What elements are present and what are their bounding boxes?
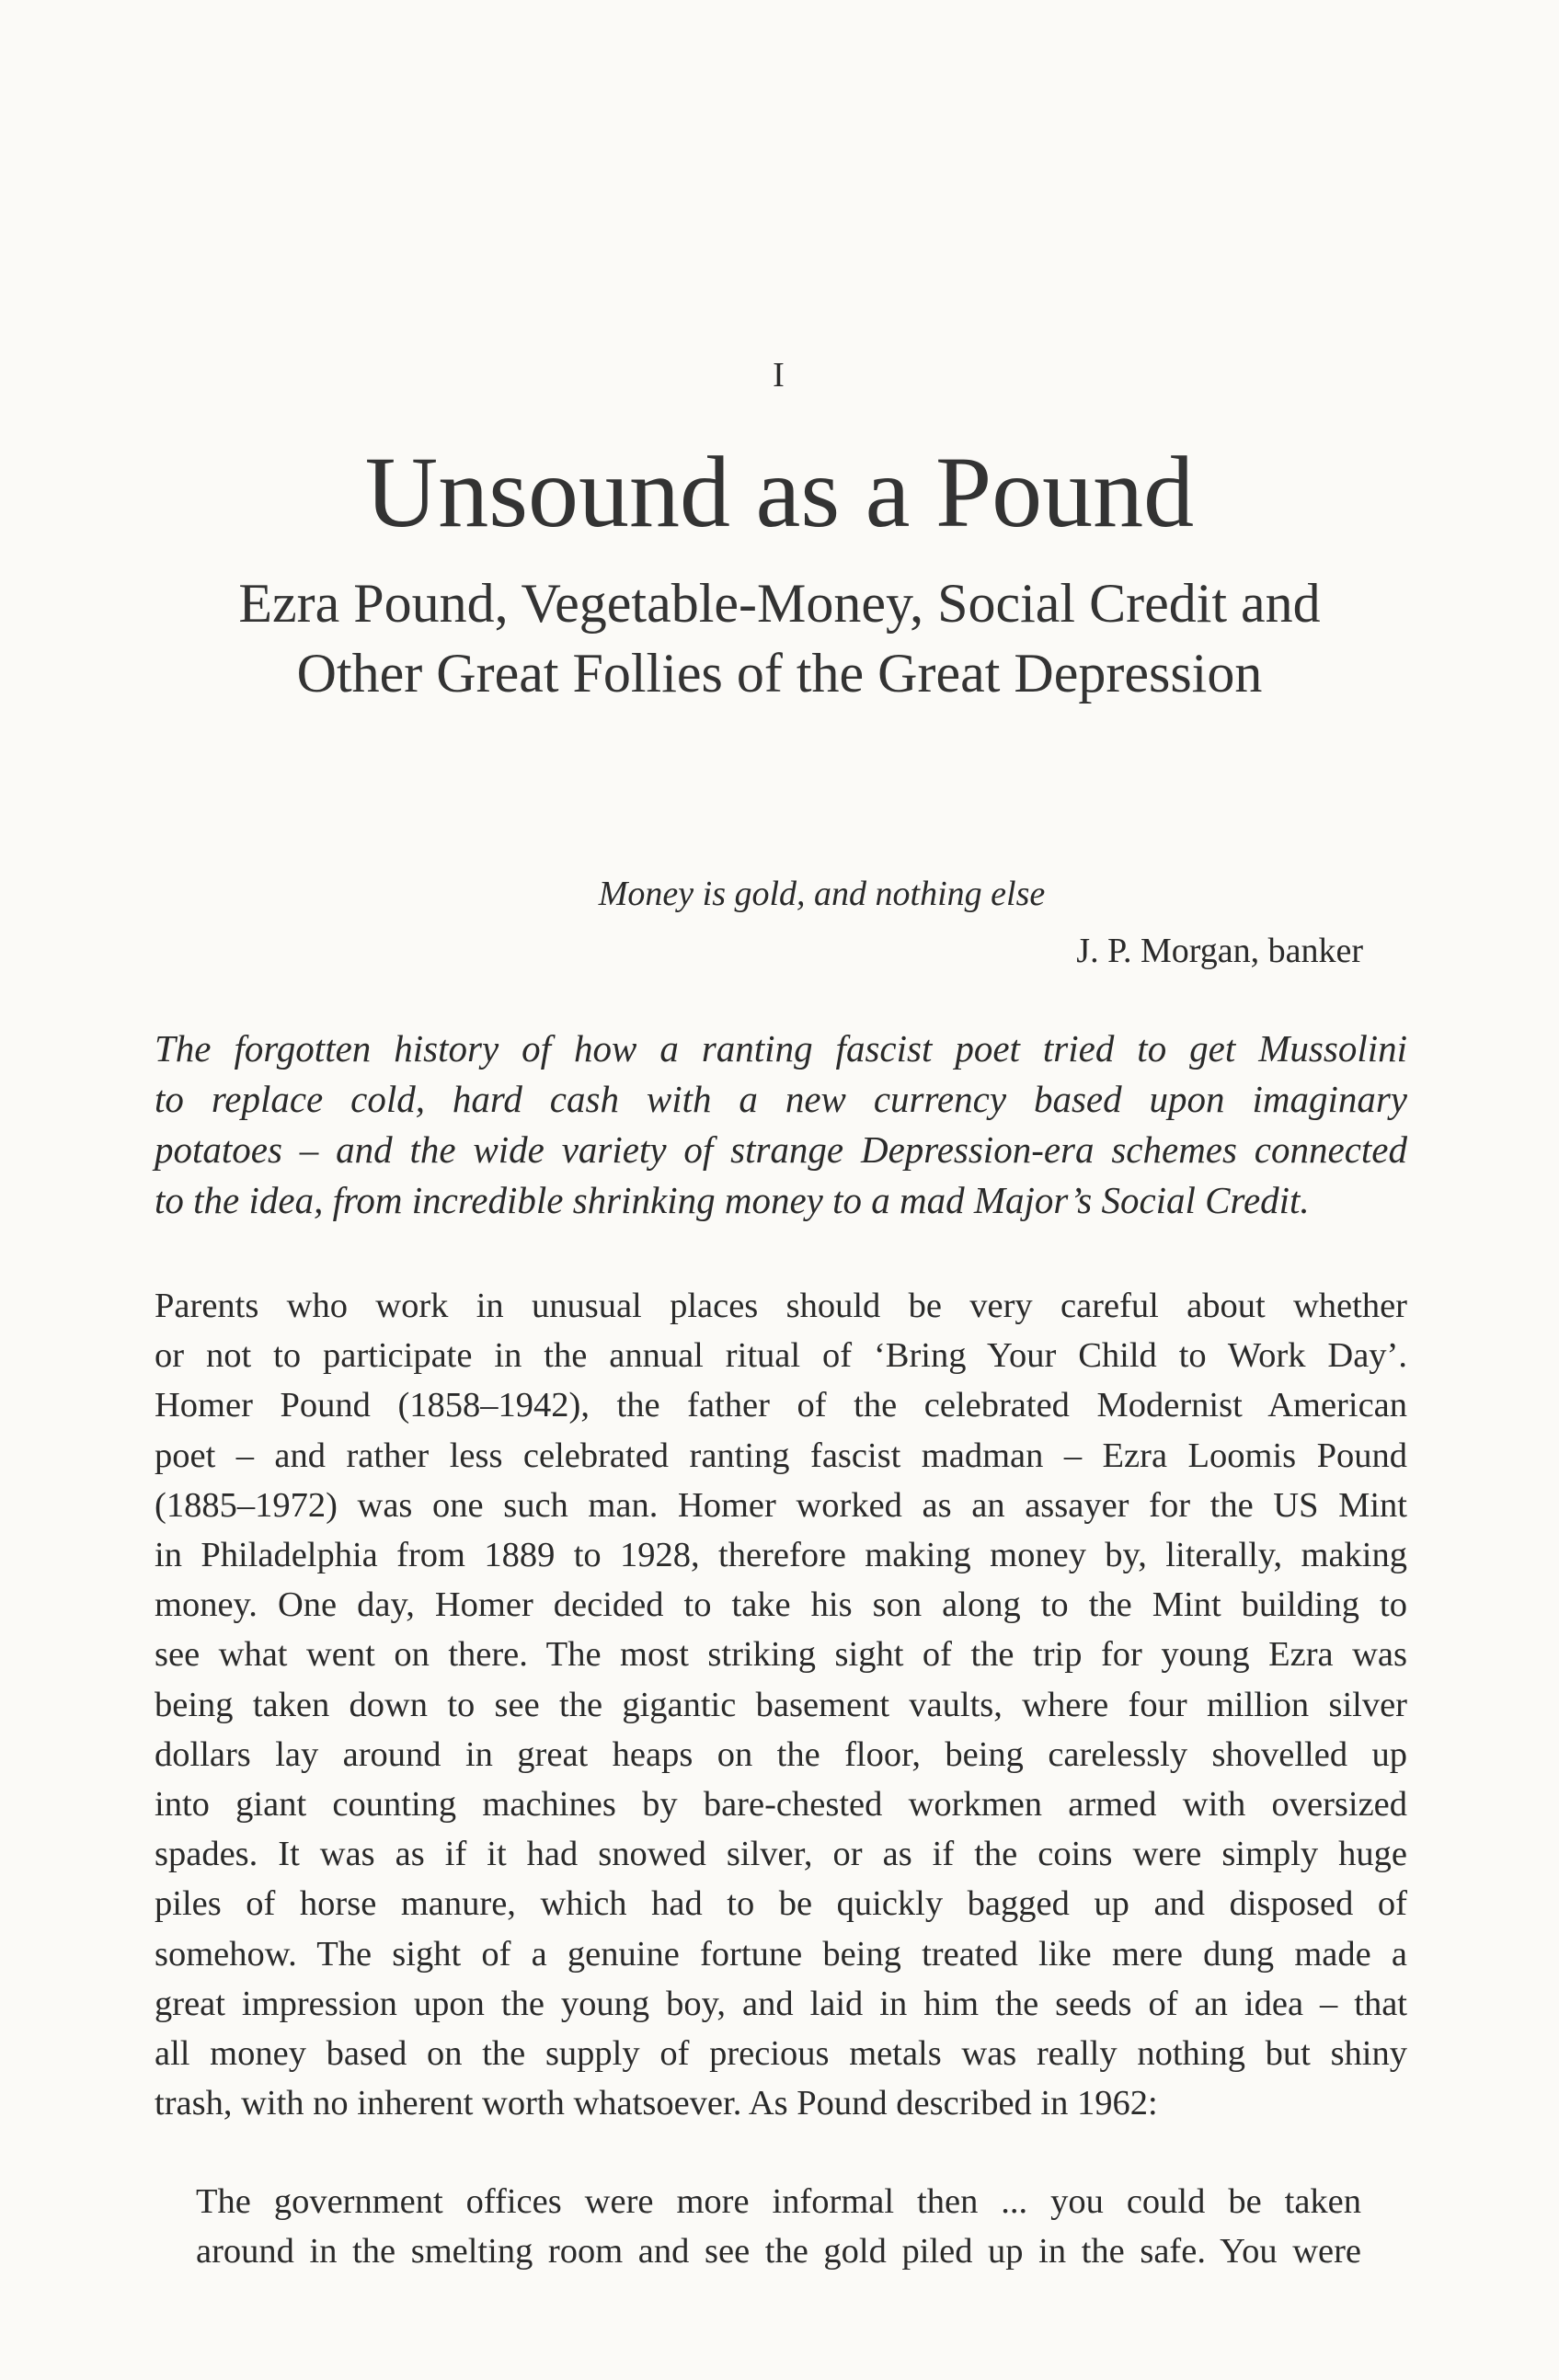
epigraph-attribution: J. P. Morgan, banker <box>1076 932 1363 970</box>
block-quote-line: The government offices were more informal then ... you could be taken <box>196 2182 1361 2221</box>
summary-line: to the idea, from incredible shrinking money to a mad Major’s Social Credit. <box>155 1179 1310 1221</box>
body-line: (1885–1972) was one such man. Homer worked as an assayer for the US Mint <box>155 1485 1407 1525</box>
summary-line: potatoes – and the wide variety of strange Depression-era schemes connected <box>155 1128 1407 1171</box>
body-line: see what went on there. The most striking sight of the trip for young Ezra was <box>155 1635 1407 1675</box>
block-quote-line: around in the smelting room and see the gold piled up in the safe. You were <box>196 2232 1361 2271</box>
summary-line: to replace cold, hard cash with a new currency based upon imaginary <box>155 1078 1407 1120</box>
chapter-number: I <box>773 356 786 395</box>
block-quote <box>196 2177 1361 2276</box>
body-line: being taken down to see the gigantic basement vaults, where four million silver <box>155 1685 1407 1724</box>
body-line: great impression upon the young boy, and laid in him the seeds of an idea – that <box>155 1984 1407 2023</box>
chapter-subtitle <box>0 568 1559 708</box>
subtitle-line: Ezra Pound, Vegetable-Money, Social Credit and <box>238 573 1321 634</box>
body-line: money. One day, Homer decided to take his son along to the Mint building to <box>155 1585 1407 1625</box>
summary-line: The forgotten history of how a ranting fascist poet tried to get Mussolini <box>155 1027 1407 1070</box>
body-line: all money based on the supply of precious metals was really nothing but shiny <box>155 2034 1407 2074</box>
body-line: in Philadelphia from 1889 to 1928, therefore making money by, literally, making <box>155 1536 1407 1575</box>
epigraph-quote: Money is gold, and nothing else <box>598 875 1046 913</box>
body-line: or not to participate in the annual ritual of ‘Bring Your Child to Work Day’. <box>155 1336 1407 1376</box>
body-line: piles of horse manure, which had to be quickly bagged up and disposed of <box>155 1884 1407 1924</box>
body-line: spades. It was as if it had snowed silver, or as if the coins were simply huge <box>155 1835 1407 1874</box>
body-line: trash, with no inherent worth whatsoever. As Pound described in 1962: <box>155 2084 1158 2123</box>
body-line: Parents who work in unusual places should be very careful about whether <box>155 1287 1407 1325</box>
body-line: into giant counting machines by bare-chested workmen armed with oversized <box>155 1785 1407 1825</box>
body-line: poet – and rather less celebrated ranting fascist madman – Ezra Loomis Pound <box>155 1436 1407 1475</box>
chapter-title: Unsound as a Pound <box>364 436 1195 548</box>
body-line: Homer Pound (1858–1942), the father of the celebrated Modernist American <box>155 1386 1407 1425</box>
subtitle-line: Other Great Follies of the Great Depression <box>296 643 1263 704</box>
body-line: somehow. The sight of a genuine fortune being treated like mere dung made a <box>155 1934 1407 1974</box>
body-paragraph <box>155 1281 1407 2128</box>
body-line: dollars lay around in great heaps on the floor, being carelessly shovelled up <box>155 1734 1407 1774</box>
chapter-summary <box>155 1024 1407 1226</box>
